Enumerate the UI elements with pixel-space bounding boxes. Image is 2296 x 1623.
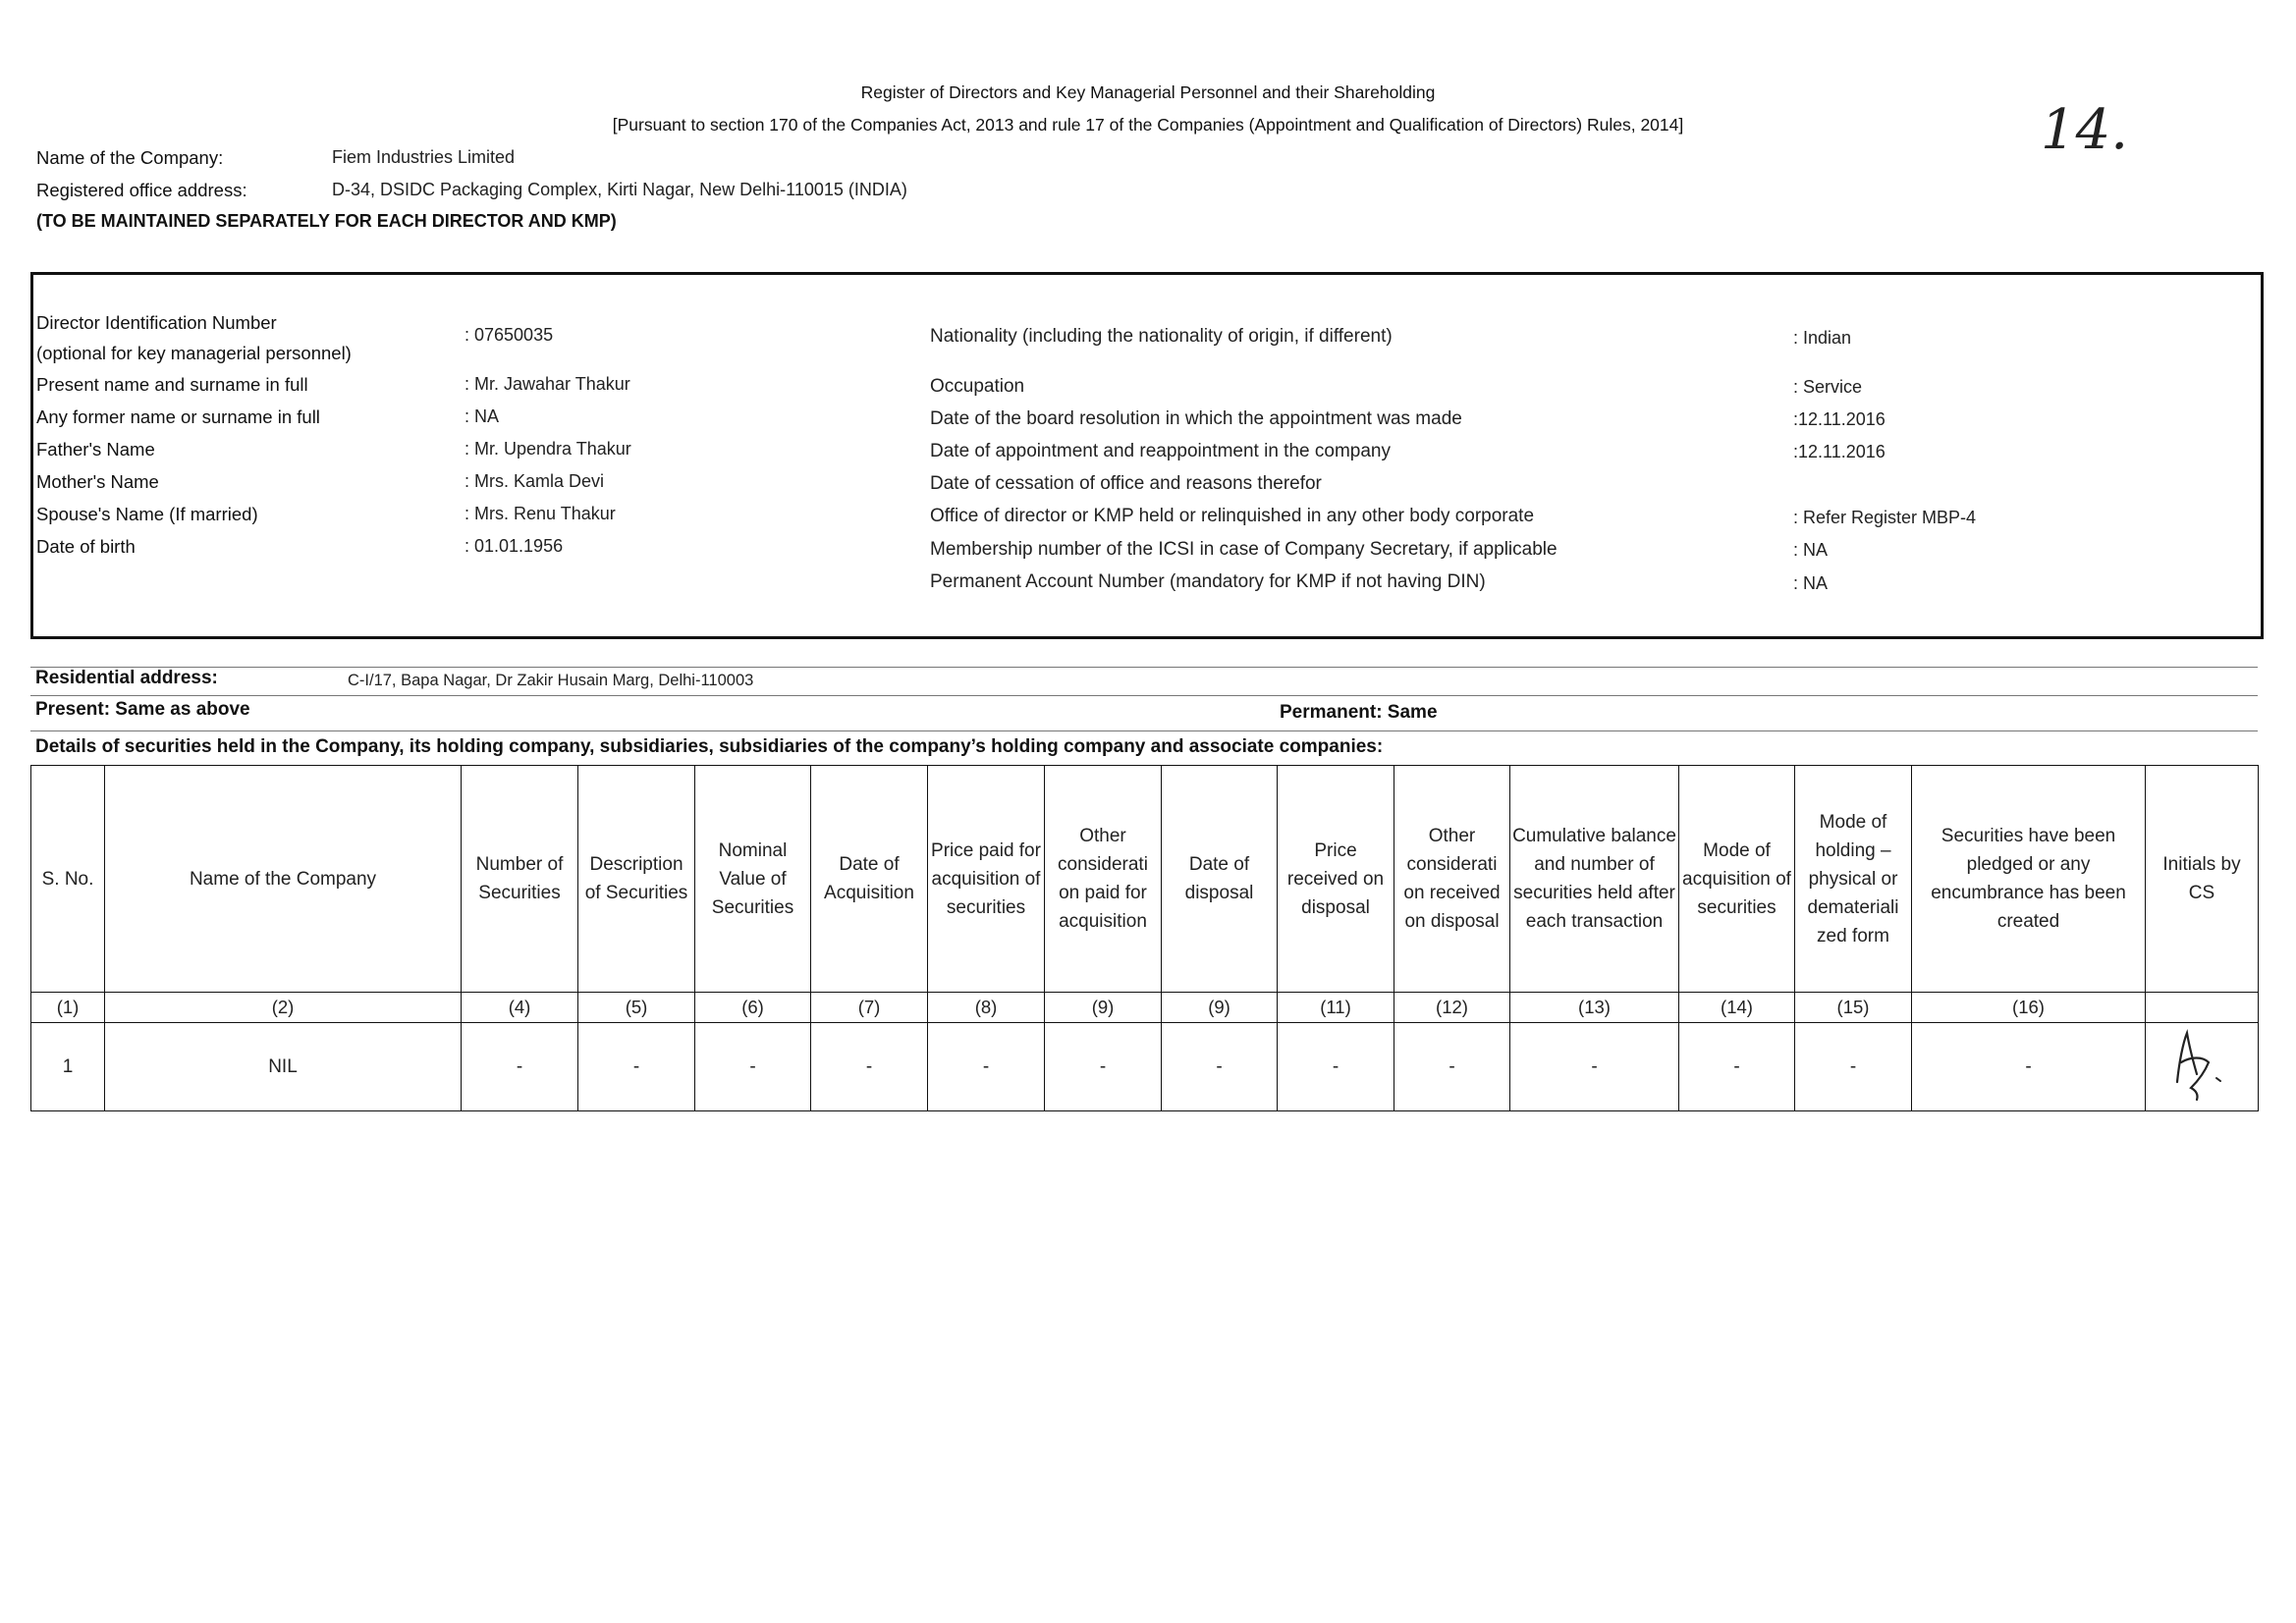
table-cell: - xyxy=(928,1023,1045,1111)
column-header: Securities have been pledged or any encumbrance has been created xyxy=(1912,766,2146,993)
column-header: Other considerati on paid for acquisition xyxy=(1045,766,1162,993)
pan-value: : NA xyxy=(1793,573,1829,593)
column-header: Other considerati on received on disposal xyxy=(1394,766,1510,993)
register-subtitle: [Pursuant to section 170 of the Companies Act, 2013 and rule 17 of the Companies (Appointment and Qualification of Directors) Rules, 2014] xyxy=(612,115,1684,135)
board-resolution-date-value: :12.11.2016 xyxy=(1793,409,1886,429)
divider xyxy=(30,667,2258,668)
securities-table xyxy=(30,765,2259,1111)
initials-cell xyxy=(2146,1023,2259,1111)
din-value: : 07650035 xyxy=(465,325,554,345)
former-name-value: : NA xyxy=(465,406,500,426)
column-number: (9) xyxy=(1045,993,1162,1023)
column-header: Cumulative balance and number of securities held after each transaction xyxy=(1510,766,1679,993)
cs-initials-signature xyxy=(2148,1023,2256,1102)
maintenance-note: (TO BE MAINTAINED SEPARATELY FOR EACH DIRECTOR AND KMP) xyxy=(36,211,617,231)
column-header: Mode of holding – physical or demateriali zed form xyxy=(1795,766,1912,993)
column-header: Date of disposal xyxy=(1162,766,1278,993)
table-cell: - xyxy=(1162,1023,1278,1111)
table-cell: NIL xyxy=(105,1023,462,1111)
column-number: (11) xyxy=(1278,993,1394,1023)
occupation-value: : Service xyxy=(1793,377,1863,397)
present-name-value: : Mr. Jawahar Thakur xyxy=(465,374,630,394)
column-number: (2) xyxy=(105,993,462,1023)
nationality-value: : Indian xyxy=(1793,328,1852,348)
registered-office-value: D-34, DSIDC Packaging Complex, Kirti Nagar, New Delhi-110015 (INDIA) xyxy=(332,180,907,199)
column-number: (14) xyxy=(1679,993,1795,1023)
divider xyxy=(30,695,2258,696)
column-number: (16) xyxy=(1912,993,2146,1023)
column-header: Description of Securities xyxy=(578,766,695,993)
column-number xyxy=(2146,993,2259,1023)
table-cell: - xyxy=(1912,1023,2146,1111)
column-header: Mode of acquisition of securities xyxy=(1679,766,1795,993)
cessation-label: Date of cessation of office and reasons therefor xyxy=(930,473,1322,494)
appointment-date-label: Date of appointment and reappointment in the company xyxy=(930,441,1391,461)
residential-address-value: C-I/17, Bapa Nagar, Dr Zakir Husain Marg, Delhi-110003 xyxy=(348,672,754,689)
column-header: Date of Acquisition xyxy=(811,766,928,993)
column-header: Price paid for acquisition of securities xyxy=(928,766,1045,993)
mother-name-value: : Mrs. Kamla Devi xyxy=(465,471,605,491)
table-cell: - xyxy=(1510,1023,1679,1111)
table-cell: - xyxy=(1045,1023,1162,1111)
registered-office-label: Registered office address: xyxy=(36,180,247,200)
divider xyxy=(30,730,2258,731)
other-office-value: : Refer Register MBP-4 xyxy=(1793,508,1977,527)
column-header: Name of the Company xyxy=(105,766,462,993)
pan-label: Permanent Account Number (mandatory for KMP if not having DIN) xyxy=(930,571,1486,592)
present-name-label: Present name and surname in full xyxy=(36,374,308,395)
column-number: (4) xyxy=(462,993,578,1023)
securities-heading: Details of securities held in the Company, its holding company, subsidiaries, subsidiaries of the company’s holding company and associate companies: xyxy=(35,736,1384,757)
table-row xyxy=(31,1023,2259,1111)
column-header: Number of Securities xyxy=(462,766,578,993)
occupation-label: Occupation xyxy=(930,376,1025,397)
column-number: (12) xyxy=(1394,993,1510,1023)
table-cell: 1 xyxy=(31,1023,105,1111)
mother-name-label: Mother's Name xyxy=(36,471,159,492)
table-cell: - xyxy=(578,1023,695,1111)
column-number: (13) xyxy=(1510,993,1679,1023)
column-number: (15) xyxy=(1795,993,1912,1023)
table-cell: - xyxy=(1679,1023,1795,1111)
table-cell: - xyxy=(462,1023,578,1111)
residential-address-label: Residential address: xyxy=(35,668,218,688)
other-office-label: Office of director or KMP held or relinquished in any other body corporate xyxy=(930,506,1535,526)
column-header: S. No. xyxy=(31,766,105,993)
icsi-membership-label: Membership number of the ICSI in case of Company Secretary, if applicable xyxy=(930,539,1558,560)
father-name-label: Father's Name xyxy=(36,439,155,460)
column-number: (1) xyxy=(31,993,105,1023)
column-number-row xyxy=(31,993,2259,1023)
date-of-birth-label: Date of birth xyxy=(36,536,136,557)
column-number: (9) xyxy=(1162,993,1278,1023)
column-header: Price received on disposal xyxy=(1278,766,1394,993)
table-cell: - xyxy=(695,1023,811,1111)
icsi-membership-value: : NA xyxy=(1793,540,1829,560)
column-header: Initials by CS xyxy=(2146,766,2259,993)
nationality-label: Nationality (including the nationality of origin, if different) xyxy=(930,326,1393,347)
company-name-value: Fiem Industries Limited xyxy=(332,147,516,167)
din-label: Director Identification Number (optional for key managerial personnel) xyxy=(36,312,352,363)
permanent-address: Permanent: Same xyxy=(1280,702,1438,723)
column-number: (5) xyxy=(578,993,695,1023)
column-number: (8) xyxy=(928,993,1045,1023)
register-title: Register of Directors and Key Managerial Personnel and their Shareholding xyxy=(860,82,1436,102)
table-cell: - xyxy=(1394,1023,1510,1111)
table-cell: - xyxy=(1278,1023,1394,1111)
father-name-value: : Mr. Upendra Thakur xyxy=(465,439,631,459)
column-number: (6) xyxy=(695,993,811,1023)
company-name-label: Name of the Company: xyxy=(36,147,224,168)
spouse-name-value: : Mrs. Renu Thakur xyxy=(465,504,616,523)
table-cell: - xyxy=(811,1023,928,1111)
date-of-birth-value: : 01.01.1956 xyxy=(465,536,564,556)
present-address: Present: Same as above xyxy=(35,699,250,720)
table-header-row xyxy=(31,766,2259,993)
former-name-label: Any former name or surname in full xyxy=(36,406,320,427)
column-header: Nominal Value of Securities xyxy=(695,766,811,993)
column-number: (7) xyxy=(811,993,928,1023)
page-number: 14. xyxy=(2041,98,2129,162)
spouse-name-label: Spouse's Name (If married) xyxy=(36,504,258,524)
appointment-date-value: :12.11.2016 xyxy=(1793,442,1886,461)
table-cell: - xyxy=(1795,1023,1912,1111)
board-resolution-date-label: Date of the board resolution in which the appointment was made xyxy=(930,408,1462,429)
